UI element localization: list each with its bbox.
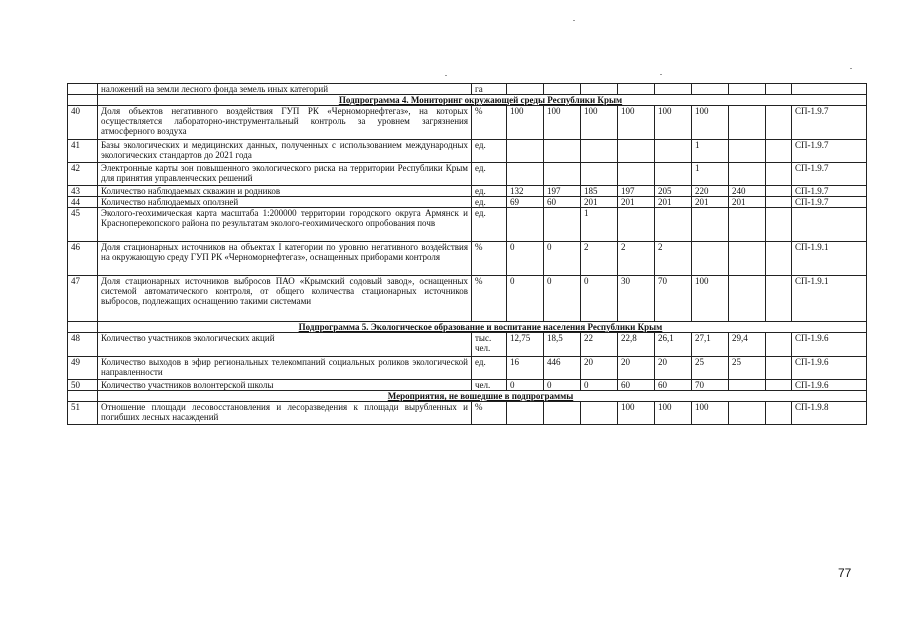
- unit: ед.: [472, 186, 507, 197]
- value-cell: 100: [618, 402, 655, 425]
- value-cell: 201: [618, 197, 655, 208]
- value-cell: [766, 242, 792, 276]
- indicator-name: Базы экологических и медицинских данных, полученных с использованием международных экологических стандартов до 2021 года: [98, 140, 472, 163]
- indicator-name: Доля стационарных источников выбросов ПАО «Крымский содовый завод», оснащенных системой автоматического контроля, от общего количества стационарных источников выбросов, подлежащих оснащению такими системами: [98, 276, 472, 322]
- value-cell: 20: [655, 357, 692, 380]
- indicator-name: Количество наблюдаемых скважин и родников: [98, 186, 472, 197]
- value-cell: 240: [729, 186, 766, 197]
- value-cell: [729, 276, 766, 322]
- value-cell: [729, 84, 766, 95]
- value-cell: 100: [544, 106, 581, 140]
- value-cell: 220: [692, 186, 729, 197]
- value-cell: 22: [581, 333, 618, 357]
- table-body: [68, 84, 867, 425]
- value-cell: [729, 208, 766, 242]
- value-cell: 132: [507, 186, 544, 197]
- unit: га: [472, 84, 507, 95]
- value-cell: [766, 333, 792, 357]
- table-row: [68, 84, 867, 95]
- cell-empty: [68, 391, 98, 402]
- value-cell: [729, 242, 766, 276]
- unit: %: [472, 276, 507, 322]
- value-cell: [729, 402, 766, 425]
- indicator-name: Количество наблюдаемых оползней: [98, 197, 472, 208]
- value-cell: 0: [581, 276, 618, 322]
- value-cell: 0: [581, 380, 618, 391]
- value-cell: 100: [655, 402, 692, 425]
- row-number: 44: [68, 197, 98, 208]
- value-cell: [618, 84, 655, 95]
- program-code: СП-1.9.7: [792, 163, 867, 186]
- indicator-name: Эколого-геохимическая карта масштаба 1:200000 территории городского округа Армянск и Красноперекопского района по результатам эколого-геохимического опробования почв: [98, 208, 472, 242]
- value-cell: [507, 163, 544, 186]
- value-cell: [766, 276, 792, 322]
- indicator-name: Количество участников волонтерской школы: [98, 380, 472, 391]
- value-cell: [729, 380, 766, 391]
- value-cell: [766, 163, 792, 186]
- value-cell: 197: [544, 186, 581, 197]
- value-cell: [692, 84, 729, 95]
- scan-speck: [850, 68, 852, 69]
- value-cell: [507, 208, 544, 242]
- section-title: Мероприятия, не вошедшие в подпрограммы: [98, 391, 867, 402]
- value-cell: [507, 140, 544, 163]
- indicator-name: Электронные карты зон повышенного экологического риска на территории Республики Крым для принятия управленческих решений: [98, 163, 472, 186]
- value-cell: 0: [544, 276, 581, 322]
- table-row: [68, 163, 867, 186]
- unit: %: [472, 402, 507, 425]
- table-row: [68, 276, 867, 322]
- table-row: [68, 333, 867, 357]
- value-cell: 0: [507, 276, 544, 322]
- value-cell: 20: [618, 357, 655, 380]
- value-cell: [544, 84, 581, 95]
- value-cell: 100: [507, 106, 544, 140]
- row-number: [68, 84, 98, 95]
- value-cell: 100: [692, 276, 729, 322]
- program-code: СП-1.9.6: [792, 357, 867, 380]
- value-cell: 201: [581, 197, 618, 208]
- value-cell: 12,75: [507, 333, 544, 357]
- indicator-name: Доля стационарных источников на объектах I категории по уровню негативного воздействия на окружающую среду ГУП РК «Черноморнефтегаз», оснащенных приборами контроля: [98, 242, 472, 276]
- row-number: 50: [68, 380, 98, 391]
- value-cell: 18,5: [544, 333, 581, 357]
- unit: ед.: [472, 208, 507, 242]
- value-cell: [618, 208, 655, 242]
- program-code: СП-1.9.7: [792, 140, 867, 163]
- row-number: 40: [68, 106, 98, 140]
- table-row: [68, 380, 867, 391]
- value-cell: [655, 208, 692, 242]
- cell-empty: [68, 95, 98, 106]
- value-cell: [729, 106, 766, 140]
- value-cell: 2: [618, 242, 655, 276]
- value-cell: [766, 380, 792, 391]
- table-row: [68, 402, 867, 425]
- value-cell: 2: [655, 242, 692, 276]
- value-cell: 100: [655, 106, 692, 140]
- value-cell: 27,1: [692, 333, 729, 357]
- value-cell: [581, 140, 618, 163]
- unit: чел.: [472, 380, 507, 391]
- value-cell: [766, 186, 792, 197]
- row-number: 51: [68, 402, 98, 425]
- value-cell: 60: [618, 380, 655, 391]
- value-cell: 29,4: [729, 333, 766, 357]
- value-cell: [729, 140, 766, 163]
- value-cell: [507, 402, 544, 425]
- row-number: 41: [68, 140, 98, 163]
- value-cell: 100: [618, 106, 655, 140]
- value-cell: 70: [655, 276, 692, 322]
- program-code: СП-1.9.6: [792, 333, 867, 357]
- value-cell: 2: [581, 242, 618, 276]
- value-cell: 16: [507, 357, 544, 380]
- value-cell: [766, 84, 792, 95]
- indicator-name: Количество выходов в эфир региональных телекомпаний социальных роликов экологической направленности: [98, 357, 472, 380]
- value-cell: 100: [581, 106, 618, 140]
- value-cell: 201: [692, 197, 729, 208]
- value-cell: [544, 163, 581, 186]
- section-header-row: [68, 322, 867, 333]
- table-row: [68, 106, 867, 140]
- unit: ед.: [472, 163, 507, 186]
- table-row: [68, 357, 867, 380]
- value-cell: 446: [544, 357, 581, 380]
- value-cell: 20: [581, 357, 618, 380]
- unit: ед.: [472, 140, 507, 163]
- row-number: 46: [68, 242, 98, 276]
- value-cell: 1: [692, 140, 729, 163]
- indicators-table: [67, 83, 867, 425]
- value-cell: [655, 163, 692, 186]
- program-code: [792, 208, 867, 242]
- table-row: [68, 186, 867, 197]
- scan-speck: [445, 75, 447, 76]
- table-row: [68, 197, 867, 208]
- value-cell: 0: [544, 380, 581, 391]
- table-row: [68, 208, 867, 242]
- value-cell: [766, 357, 792, 380]
- section-header-row: [68, 95, 867, 106]
- section-header-row: [68, 391, 867, 402]
- value-cell: 100: [692, 106, 729, 140]
- unit: ед.: [472, 197, 507, 208]
- value-cell: [729, 163, 766, 186]
- value-cell: [692, 242, 729, 276]
- table-row: [68, 242, 867, 276]
- value-cell: 25: [692, 357, 729, 380]
- value-cell: [507, 84, 544, 95]
- page-number: 77: [838, 566, 852, 580]
- indicator-name: Отношение площади лесовосстановления и лесоразведения к площади вырубленных и погибших лесных насаждений: [98, 402, 472, 425]
- value-cell: 60: [655, 380, 692, 391]
- value-cell: 69: [507, 197, 544, 208]
- value-cell: [766, 402, 792, 425]
- program-code: СП-1.9.1: [792, 242, 867, 276]
- program-code: СП-1.9.7: [792, 186, 867, 197]
- value-cell: 201: [655, 197, 692, 208]
- value-cell: 1: [692, 163, 729, 186]
- program-code: СП-1.9.7: [792, 106, 867, 140]
- value-cell: [766, 197, 792, 208]
- row-number: 47: [68, 276, 98, 322]
- value-cell: 70: [692, 380, 729, 391]
- unit: %: [472, 242, 507, 276]
- scan-speck: [573, 20, 575, 21]
- value-cell: 100: [692, 402, 729, 425]
- indicator-name: Доля объектов негативного воздействия ГУП РК «Черноморнефтегаз», на которых осуществляется лабораторно-инструментальный контроль за уровнем загрязнения атмосферного воздуха: [98, 106, 472, 140]
- value-cell: [692, 208, 729, 242]
- program-code: СП-1.9.1: [792, 276, 867, 322]
- program-code: СП-1.9.6: [792, 380, 867, 391]
- program-code: СП-1.9.7: [792, 197, 867, 208]
- value-cell: 25: [729, 357, 766, 380]
- value-cell: [581, 163, 618, 186]
- value-cell: 197: [618, 186, 655, 197]
- row-number: 48: [68, 333, 98, 357]
- unit: ед.: [472, 357, 507, 380]
- row-number: 42: [68, 163, 98, 186]
- value-cell: [581, 402, 618, 425]
- value-cell: [618, 140, 655, 163]
- scan-speck: [660, 74, 662, 75]
- section-title: Подпрограмма 5. Экологическое образование и воспитание населения Республики Крым: [98, 322, 867, 333]
- section-title: Подпрограмма 4. Мониторинг окружающей среды Республики Крым: [98, 95, 867, 106]
- unit: %: [472, 106, 507, 140]
- program-code: [792, 84, 867, 95]
- program-code: СП-1.9.8: [792, 402, 867, 425]
- unit: тыс. чел.: [472, 333, 507, 357]
- value-cell: [766, 208, 792, 242]
- value-cell: 201: [729, 197, 766, 208]
- value-cell: [544, 402, 581, 425]
- value-cell: 0: [507, 380, 544, 391]
- value-cell: [655, 140, 692, 163]
- value-cell: [581, 84, 618, 95]
- value-cell: [618, 163, 655, 186]
- value-cell: 0: [507, 242, 544, 276]
- cell-empty: [68, 322, 98, 333]
- value-cell: 22,8: [618, 333, 655, 357]
- row-number: 45: [68, 208, 98, 242]
- value-cell: 205: [655, 186, 692, 197]
- value-cell: 185: [581, 186, 618, 197]
- indicator-name: наложений на земли лесного фонда земель иных категорий: [98, 84, 472, 95]
- table-row: [68, 140, 867, 163]
- value-cell: 1: [581, 208, 618, 242]
- value-cell: 0: [544, 242, 581, 276]
- indicator-name: Количество участников экологических акций: [98, 333, 472, 357]
- value-cell: 30: [618, 276, 655, 322]
- value-cell: 60: [544, 197, 581, 208]
- value-cell: [655, 84, 692, 95]
- row-number: 43: [68, 186, 98, 197]
- value-cell: [766, 106, 792, 140]
- value-cell: [544, 208, 581, 242]
- value-cell: [544, 140, 581, 163]
- row-number: 49: [68, 357, 98, 380]
- value-cell: 26,1: [655, 333, 692, 357]
- value-cell: [766, 140, 792, 163]
